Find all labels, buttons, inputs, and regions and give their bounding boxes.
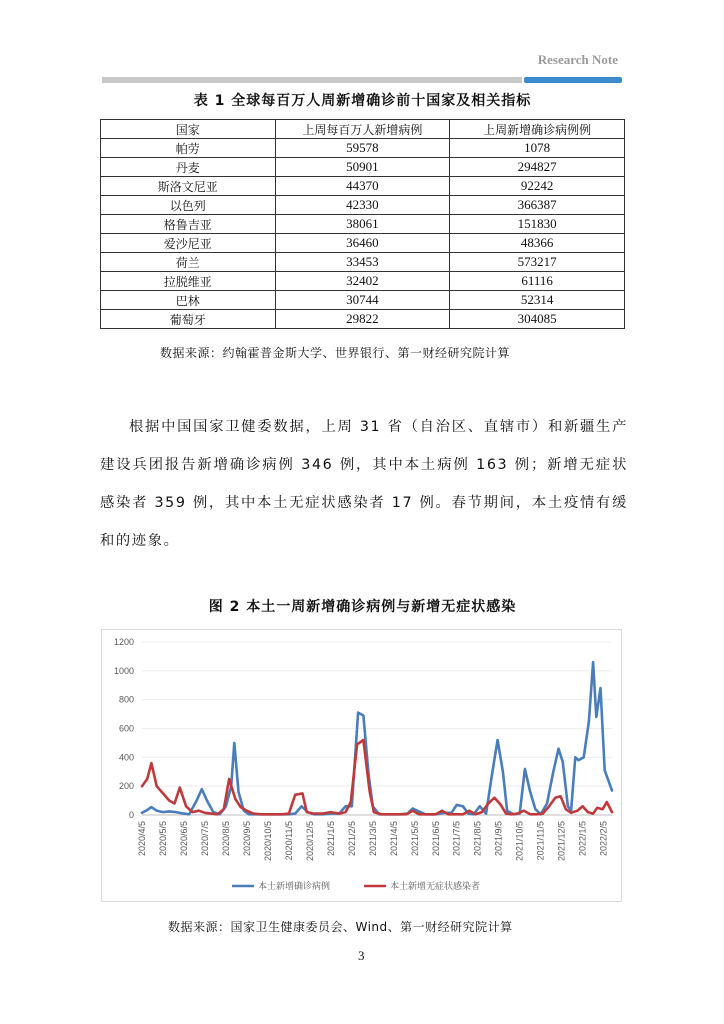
- x-tick-label: 2020/11/5: [283, 821, 294, 861]
- header-rule-gray: [102, 77, 522, 83]
- x-tick-label: 2020/5/5: [157, 821, 168, 857]
- x-tick-label: 2021/11/5: [535, 821, 546, 861]
- table-row: [101, 196, 625, 215]
- series-line: [142, 740, 612, 814]
- x-tick-label: 2020/7/5: [199, 821, 210, 857]
- x-tick-label: 2020/12/5: [304, 821, 315, 862]
- figure-title: 图 2 本土一周新增确诊病例与新增无症状感染: [208, 599, 517, 615]
- x-tick-label: 2021/6/5: [430, 821, 441, 857]
- table-row: [101, 177, 625, 196]
- y-tick-label: 0: [128, 810, 134, 820]
- header-note: Research Note: [537, 52, 618, 67]
- x-tick-label: 2021/1/5: [325, 821, 336, 857]
- chart-frame: [101, 629, 622, 902]
- per-million-cell: 50901: [275, 158, 450, 177]
- country-cell: 葡萄牙: [101, 310, 276, 329]
- x-tick-label: 2021/10/5: [514, 821, 525, 862]
- new-cases-cell: 52314: [450, 291, 625, 310]
- x-tick-label: 2021/9/5: [493, 821, 504, 857]
- table-row: [101, 139, 625, 158]
- table-row: [101, 158, 625, 177]
- country-cell: 格鲁吉亚: [101, 215, 276, 234]
- per-million-cell: 30744: [275, 291, 450, 310]
- new-cases-cell: 573217: [450, 253, 625, 272]
- country-cell: 帕劳: [101, 139, 276, 158]
- x-tick-label: 2020/10/5: [262, 821, 273, 862]
- y-tick-label: 400: [118, 752, 134, 763]
- country-cell: 拉脱维亚: [101, 272, 276, 291]
- table-row: [101, 310, 625, 329]
- x-tick-label: 2022/2/5: [598, 821, 609, 857]
- y-tick-label: 1000: [113, 665, 134, 676]
- x-tick-label: 2021/3/5: [367, 821, 378, 857]
- y-tick-label: 600: [118, 723, 134, 734]
- header-rule-blue: [524, 77, 622, 83]
- y-tick-label: 200: [118, 781, 134, 792]
- country-cell: 荷兰: [101, 253, 276, 272]
- country-cell: 丹麦: [101, 158, 276, 177]
- country-table: [100, 119, 625, 329]
- y-tick-label: 800: [118, 694, 134, 705]
- x-tick-label: 2021/12/5: [556, 821, 567, 862]
- per-million-cell: 38061: [275, 215, 450, 234]
- per-million-cell: 29822: [275, 310, 450, 329]
- header-country: 国家: [101, 120, 276, 139]
- x-tick-label: 2020/9/5: [241, 821, 252, 857]
- y-tick-label: 1200: [113, 637, 134, 647]
- per-million-cell: 33453: [275, 253, 450, 272]
- country-cell: 斯洛文尼亚: [101, 177, 276, 196]
- new-cases-cell: 1078: [450, 139, 625, 158]
- x-tick-label: 2022/1/5: [577, 821, 588, 857]
- new-cases-cell: 304085: [450, 310, 625, 329]
- header-new-cases: 上周新增确诊病例例: [450, 120, 625, 139]
- table-source: 数据来源：约翰霍普金斯大学、世界银行、第一财经研究院计算: [160, 346, 511, 360]
- table-row: [101, 291, 625, 310]
- legend-label: 本土新增确诊病例: [258, 881, 331, 891]
- table-row: [101, 272, 625, 291]
- x-tick-label: 2021/7/5: [451, 821, 462, 857]
- new-cases-cell: 151830: [450, 215, 625, 234]
- table-row: [101, 253, 625, 272]
- x-tick-label: 2021/4/5: [388, 821, 399, 857]
- country-cell: 爱沙尼亚: [101, 234, 276, 253]
- new-cases-cell: 366387: [450, 196, 625, 215]
- per-million-cell: 44370: [275, 177, 450, 196]
- table-row: [101, 234, 625, 253]
- x-tick-label: 2021/2/5: [346, 821, 357, 857]
- per-million-cell: 36460: [275, 234, 450, 253]
- new-cases-cell: 61116: [450, 272, 625, 291]
- new-cases-cell: 92242: [450, 177, 625, 196]
- page-number: 3: [358, 948, 365, 963]
- series-line: [142, 662, 612, 814]
- table-header-row: [101, 120, 625, 139]
- x-tick-label: 2020/6/5: [178, 821, 189, 857]
- line-chart: [102, 630, 621, 901]
- x-tick-label: 2021/8/5: [472, 821, 483, 857]
- legend-label: 本土新增无症状感染者: [390, 881, 481, 891]
- country-cell: 巴林: [101, 291, 276, 310]
- new-cases-cell: 294827: [450, 158, 625, 177]
- per-million-cell: 32402: [275, 272, 450, 291]
- new-cases-cell: 48366: [450, 234, 625, 253]
- table-row: [101, 215, 625, 234]
- per-million-cell: 42330: [275, 196, 450, 215]
- body-paragraph: 根据中国国家卫健委数据，上周 31 省（自治区、直辖市）和新疆生产建设兵团报告新增确诊病例 346 例，其中本土病例 163 例；新增无症状感染者 359 例，其中本土无症状感染者 17 例。春节期间，本土疫情有缓和的迹象。: [100, 419, 628, 549]
- figure-source: 数据来源：国家卫生健康委员会、Wind、第一财经研究院计算: [168, 920, 513, 934]
- country-cell: 以色列: [101, 196, 276, 215]
- table-title: 表 1 全球每百万人周新增确诊前十国家及相关指标: [193, 93, 532, 109]
- x-tick-label: 2020/4/5: [137, 821, 147, 857]
- per-million-cell: 59578: [275, 139, 450, 158]
- x-tick-label: 2020/8/5: [220, 821, 231, 857]
- header-per-million: 上周每百万人新增病例: [275, 120, 450, 139]
- x-tick-label: 2021/5/5: [409, 821, 420, 857]
